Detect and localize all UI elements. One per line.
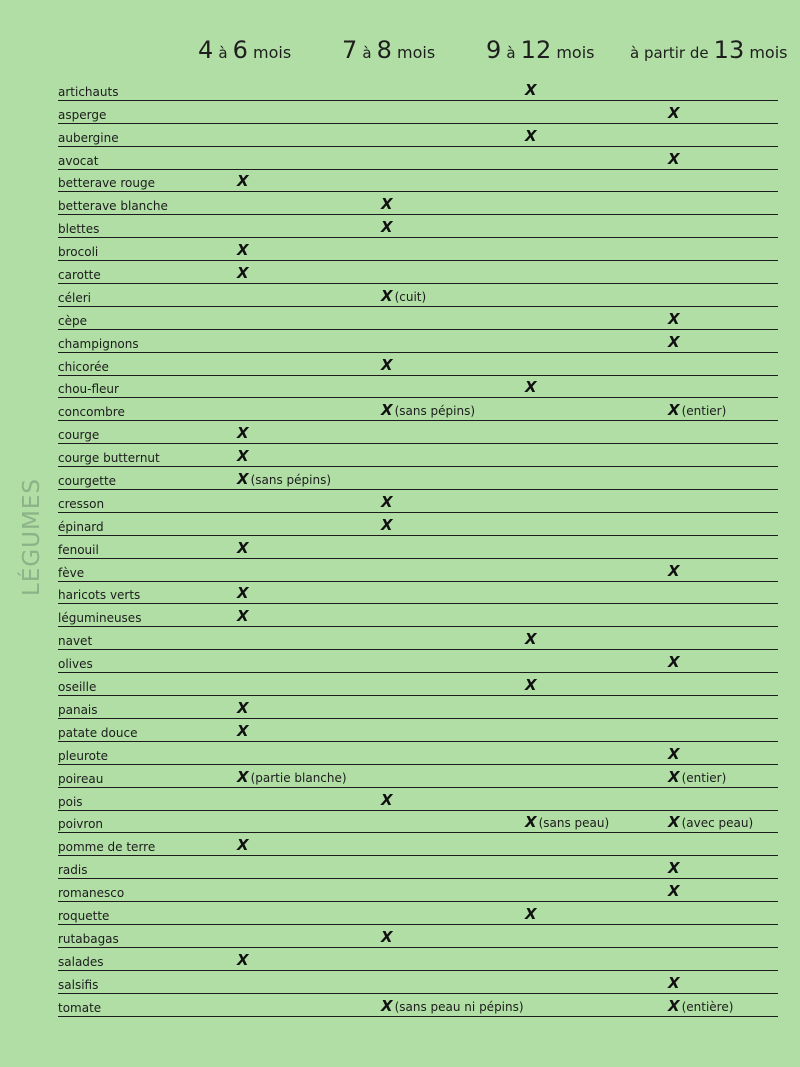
table-row bbox=[58, 650, 778, 673]
age-cell bbox=[668, 812, 753, 831]
age-cell bbox=[381, 400, 475, 419]
vegetable-name: panais bbox=[58, 702, 98, 717]
table-row bbox=[58, 582, 778, 605]
vegetable-name: courgette bbox=[58, 474, 117, 489]
check-mark: X bbox=[237, 264, 249, 283]
header-connector: à bbox=[362, 44, 372, 62]
check-mark: X bbox=[668, 653, 680, 672]
check-mark: X bbox=[237, 241, 249, 260]
cell-note: (sans peau) bbox=[538, 816, 610, 831]
age-cell bbox=[381, 492, 393, 511]
vegetable-name: avocat bbox=[58, 153, 99, 168]
age-cell bbox=[237, 469, 331, 488]
check-mark: X bbox=[668, 767, 680, 786]
check-mark: X bbox=[381, 492, 393, 511]
age-cell bbox=[381, 286, 426, 305]
check-mark: X bbox=[237, 698, 249, 717]
vegetable-name: cèpe bbox=[58, 313, 87, 328]
table-row bbox=[58, 307, 778, 330]
age-cell bbox=[381, 515, 393, 534]
table-row bbox=[58, 765, 778, 788]
age-cell bbox=[668, 767, 726, 786]
header-start: 13 bbox=[713, 36, 745, 64]
cell-note: (entier) bbox=[681, 770, 727, 785]
check-mark: X bbox=[525, 676, 537, 695]
check-mark: X bbox=[668, 973, 680, 992]
vegetable-name: rutabagas bbox=[58, 931, 119, 946]
table-row bbox=[58, 902, 778, 925]
vegetable-name: brocoli bbox=[58, 245, 99, 260]
column-headers bbox=[0, 36, 800, 70]
vegetable-name: roquette bbox=[58, 908, 110, 923]
vegetable-name: chicorée bbox=[58, 359, 109, 374]
check-mark: X bbox=[668, 149, 680, 168]
table-row bbox=[58, 994, 778, 1017]
header-end: 6 bbox=[232, 36, 248, 64]
vegetable-name: asperge bbox=[58, 107, 107, 122]
table-row bbox=[58, 444, 778, 467]
vegetable-name: pomme de terre bbox=[58, 840, 156, 855]
section-label-legumes: LÉGUMES bbox=[19, 478, 45, 596]
check-mark: X bbox=[381, 927, 393, 946]
table-row bbox=[58, 376, 778, 399]
age-cell bbox=[668, 149, 680, 168]
table-row bbox=[58, 124, 778, 147]
vegetable-name: betterave blanche bbox=[58, 199, 168, 214]
check-mark: X bbox=[237, 584, 249, 603]
vegetable-name: salsifis bbox=[58, 977, 99, 992]
header-end: 8 bbox=[376, 36, 392, 64]
header-end: 12 bbox=[520, 36, 552, 64]
check-mark: X bbox=[668, 332, 680, 351]
table-row bbox=[58, 856, 778, 879]
cell-note: (sans pépins) bbox=[394, 404, 476, 419]
table-row bbox=[58, 971, 778, 994]
cell-note: (avec peau) bbox=[681, 816, 754, 831]
table-row bbox=[58, 170, 778, 193]
age-cell bbox=[237, 240, 249, 259]
check-mark: X bbox=[381, 195, 393, 214]
header-connector: à bbox=[506, 44, 516, 62]
age-cell bbox=[237, 698, 249, 717]
age-cell bbox=[525, 812, 609, 831]
vegetable-name: aubergine bbox=[58, 130, 119, 145]
table-row bbox=[58, 421, 778, 444]
age-cell bbox=[381, 194, 393, 213]
age-cell bbox=[381, 996, 524, 1015]
vegetable-table bbox=[58, 78, 778, 1017]
cell-note: (cuit) bbox=[394, 289, 427, 304]
vegetable-name: poivron bbox=[58, 817, 104, 832]
cell-note: (sans peau ni pépins) bbox=[394, 999, 524, 1014]
vegetable-name: blettes bbox=[58, 222, 100, 237]
age-cell bbox=[668, 332, 680, 351]
age-cell bbox=[381, 790, 393, 809]
age-cell bbox=[668, 309, 680, 328]
header-start: 9 bbox=[486, 36, 502, 64]
check-mark: X bbox=[668, 996, 680, 1015]
vegetable-name: betterave rouge bbox=[58, 176, 155, 191]
age-cell bbox=[668, 881, 680, 900]
vegetable-name: salades bbox=[58, 954, 104, 969]
header-9-12-mois bbox=[486, 36, 594, 64]
vegetable-name: courge bbox=[58, 428, 100, 443]
vegetable-name: patate douce bbox=[58, 725, 138, 740]
table-row bbox=[58, 696, 778, 719]
vegetable-name: courge butternut bbox=[58, 451, 160, 466]
table-row bbox=[58, 78, 778, 101]
vegetable-name: oseille bbox=[58, 680, 97, 695]
age-cell bbox=[237, 538, 249, 557]
check-mark: X bbox=[381, 790, 393, 809]
vegetable-name: concombre bbox=[58, 405, 125, 420]
age-cell bbox=[237, 950, 249, 969]
age-cell bbox=[237, 767, 347, 786]
age-cell bbox=[237, 423, 249, 442]
vegetable-name: haricots verts bbox=[58, 588, 141, 603]
table-row bbox=[58, 788, 778, 811]
vegetable-name: tomate bbox=[58, 1000, 102, 1015]
vegetable-name: chou-fleur bbox=[58, 382, 119, 397]
check-mark: X bbox=[237, 836, 249, 855]
check-mark: X bbox=[668, 401, 680, 420]
table-row bbox=[58, 101, 778, 124]
check-mark: X bbox=[381, 218, 393, 237]
table-row bbox=[58, 353, 778, 376]
check-mark: X bbox=[525, 904, 537, 923]
check-mark: X bbox=[525, 378, 537, 397]
table-row bbox=[58, 627, 778, 650]
table-row bbox=[58, 948, 778, 971]
check-mark: X bbox=[668, 103, 680, 122]
vegetable-name: navet bbox=[58, 634, 93, 649]
age-cell bbox=[668, 996, 733, 1015]
vegetable-name: champignons bbox=[58, 336, 139, 351]
vegetable-name: céleri bbox=[58, 290, 91, 305]
age-cell bbox=[237, 835, 249, 854]
vegetable-name: fève bbox=[58, 565, 85, 580]
check-mark: X bbox=[237, 607, 249, 626]
age-cell bbox=[525, 80, 537, 99]
header-13-mois-plus bbox=[630, 36, 787, 64]
age-cell bbox=[668, 103, 680, 122]
check-mark: X bbox=[381, 515, 393, 534]
check-mark: X bbox=[668, 882, 680, 901]
age-cell bbox=[525, 126, 537, 145]
table-row bbox=[58, 467, 778, 490]
check-mark: X bbox=[237, 767, 249, 786]
vegetable-name: épinard bbox=[58, 519, 104, 534]
age-cell bbox=[668, 400, 726, 419]
age-cell bbox=[381, 927, 393, 946]
table-row bbox=[58, 192, 778, 215]
cell-note: (entière) bbox=[681, 999, 734, 1014]
check-mark: X bbox=[237, 172, 249, 191]
age-cell bbox=[237, 606, 249, 625]
check-mark: X bbox=[668, 309, 680, 328]
age-cell bbox=[525, 629, 537, 648]
age-cell bbox=[525, 675, 537, 694]
age-cell bbox=[668, 652, 680, 671]
header-7-8-mois bbox=[342, 36, 435, 64]
age-cell bbox=[237, 446, 249, 465]
age-cell bbox=[668, 561, 680, 580]
age-cell bbox=[525, 377, 537, 396]
header-start: 4 bbox=[198, 36, 214, 64]
table-row bbox=[58, 811, 778, 834]
check-mark: X bbox=[525, 126, 537, 145]
cell-note: (entier) bbox=[681, 404, 727, 419]
table-row bbox=[58, 147, 778, 170]
table-row bbox=[58, 719, 778, 742]
check-mark: X bbox=[237, 447, 249, 466]
table-row bbox=[58, 398, 778, 421]
check-mark: X bbox=[668, 561, 680, 580]
table-row bbox=[58, 513, 778, 536]
check-mark: X bbox=[525, 813, 537, 832]
check-mark: X bbox=[668, 859, 680, 878]
check-mark: X bbox=[237, 538, 249, 557]
vegetable-name: artichauts bbox=[58, 84, 119, 99]
age-cell bbox=[668, 858, 680, 877]
table-row bbox=[58, 261, 778, 284]
header-prefix: à partir de bbox=[630, 44, 709, 62]
vegetable-name: pleurote bbox=[58, 748, 109, 763]
table-row bbox=[58, 925, 778, 948]
header-unit: mois bbox=[253, 43, 292, 62]
check-mark: X bbox=[668, 813, 680, 832]
vegetable-name: poireau bbox=[58, 771, 104, 786]
check-mark: X bbox=[237, 470, 249, 489]
table-row bbox=[58, 673, 778, 696]
cell-note: (sans pépins) bbox=[250, 473, 332, 488]
table-row bbox=[58, 490, 778, 513]
table-row bbox=[58, 238, 778, 261]
check-mark: X bbox=[237, 424, 249, 443]
table-row bbox=[58, 879, 778, 902]
check-mark: X bbox=[525, 80, 537, 99]
age-cell bbox=[381, 355, 393, 374]
vegetable-name: fenouil bbox=[58, 542, 99, 557]
check-mark: X bbox=[381, 401, 393, 420]
vegetable-name: radis bbox=[58, 863, 88, 878]
check-mark: X bbox=[237, 721, 249, 740]
header-connector: à bbox=[218, 44, 228, 62]
table-row bbox=[58, 536, 778, 559]
table-row bbox=[58, 215, 778, 238]
cell-note: (partie blanche) bbox=[250, 770, 347, 785]
vegetable-name: pois bbox=[58, 794, 83, 809]
vegetable-name: carotte bbox=[58, 268, 101, 283]
age-cell bbox=[525, 904, 537, 923]
check-mark: X bbox=[381, 355, 393, 374]
table-row bbox=[58, 742, 778, 765]
header-4-6-mois bbox=[198, 36, 291, 64]
table-row bbox=[58, 833, 778, 856]
age-cell bbox=[381, 217, 393, 236]
vegetable-name: légumineuses bbox=[58, 611, 142, 626]
check-mark: X bbox=[381, 286, 393, 305]
age-cell bbox=[237, 263, 249, 282]
check-mark: X bbox=[525, 630, 537, 649]
age-cell bbox=[668, 744, 680, 763]
age-cell bbox=[237, 583, 249, 602]
vegetable-name: romanesco bbox=[58, 886, 125, 901]
age-cell bbox=[237, 171, 249, 190]
table-row bbox=[58, 330, 778, 353]
table-row bbox=[58, 559, 778, 582]
age-cell bbox=[668, 973, 680, 992]
header-start: 7 bbox=[342, 36, 358, 64]
check-mark: X bbox=[381, 996, 393, 1015]
header-unit: mois bbox=[556, 43, 595, 62]
header-unit: mois bbox=[749, 43, 788, 62]
check-mark: X bbox=[237, 950, 249, 969]
table-row bbox=[58, 604, 778, 627]
age-cell bbox=[237, 721, 249, 740]
vegetable-name: olives bbox=[58, 657, 93, 672]
header-unit: mois bbox=[397, 43, 436, 62]
vegetable-name: cresson bbox=[58, 496, 105, 511]
table-row bbox=[58, 284, 778, 307]
check-mark: X bbox=[668, 744, 680, 763]
